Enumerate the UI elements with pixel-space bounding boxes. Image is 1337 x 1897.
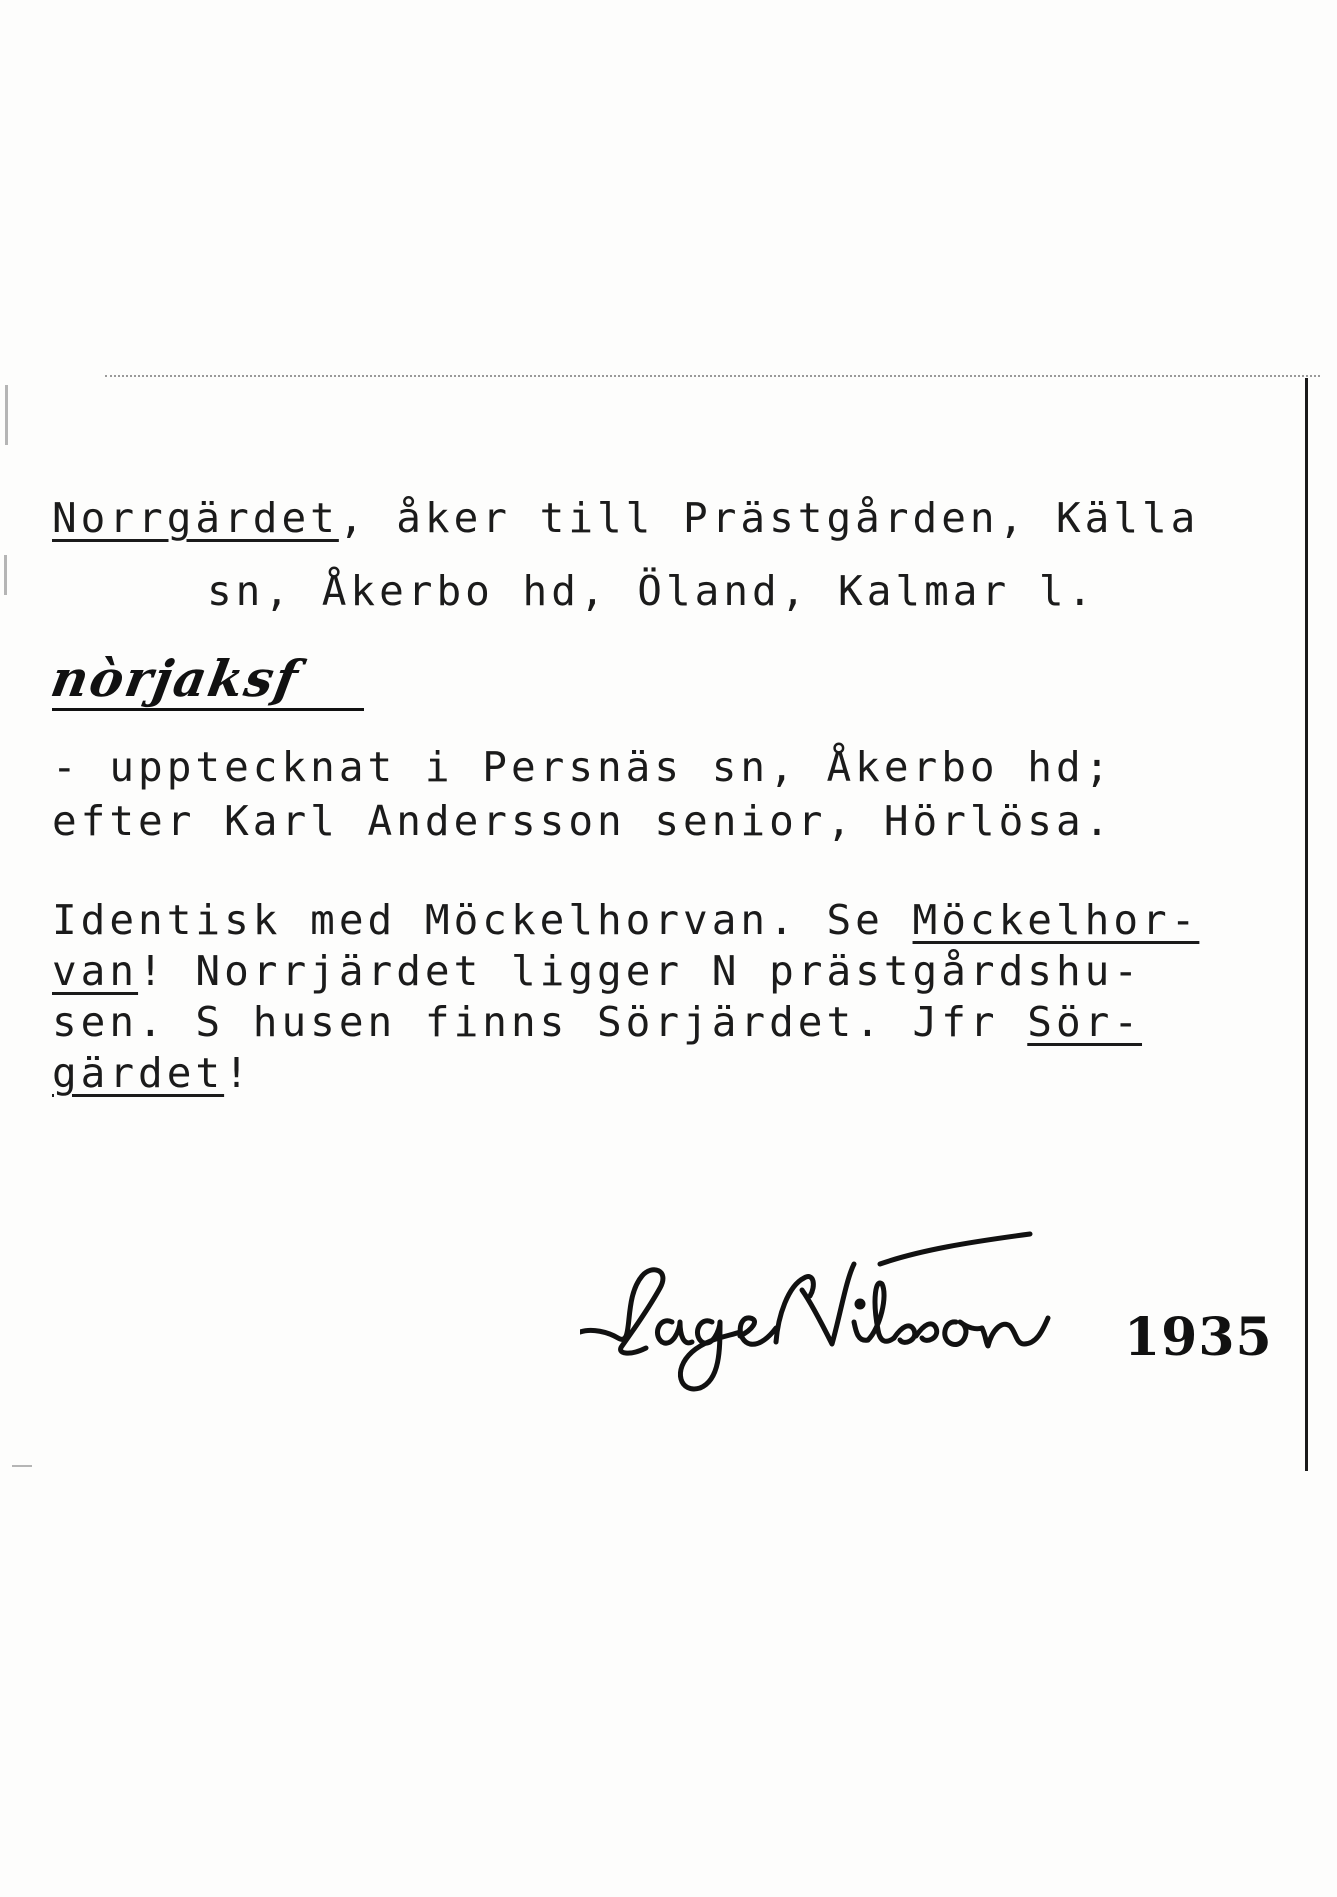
recording-line-1: - upptecknat i Persnäs sn, Åkerbo hd;	[52, 743, 1114, 791]
cross-reference: Möckelhor-	[912, 896, 1200, 944]
dialect-form: nòrjaksf	[46, 649, 305, 708]
note-text: ! Norrjärdet ligger N prästgårdshu-	[138, 947, 1143, 995]
edge-speck	[12, 1465, 32, 1467]
place-name: Norrgärdet	[52, 494, 339, 542]
edge-speck	[5, 385, 8, 445]
note-line-3	[52, 998, 1143, 1046]
recording-line-2: efter Karl Andersson senior, Hörlösa.	[52, 797, 1114, 845]
edge-speck	[4, 555, 7, 595]
note-text: Identisk med Möckelhorvan. Se	[52, 896, 913, 944]
card-right-border	[1305, 378, 1308, 1471]
cross-reference: van	[52, 947, 139, 995]
note-line-4	[52, 1049, 253, 1097]
note-line-1	[52, 896, 1200, 944]
heading-line-1	[52, 494, 1200, 542]
heading-line-2: sn, Åkerbo hd, Öland, Kalmar l.	[207, 567, 1097, 615]
cross-reference: gärdet	[52, 1049, 225, 1097]
note-text: sen. S husen finns Sörjärdet. Jfr	[52, 998, 1028, 1046]
cross-reference: Sör-	[1027, 998, 1143, 1046]
signature	[580, 1220, 1060, 1395]
dialect-form-underline	[52, 708, 364, 711]
note-line-2	[52, 947, 1143, 995]
note-text: !	[224, 1049, 253, 1097]
heading-rest: , åker till Prästgården, Källa	[338, 494, 1200, 542]
signature-year: 1935	[1124, 1307, 1273, 1368]
card-top-border	[105, 375, 1320, 377]
